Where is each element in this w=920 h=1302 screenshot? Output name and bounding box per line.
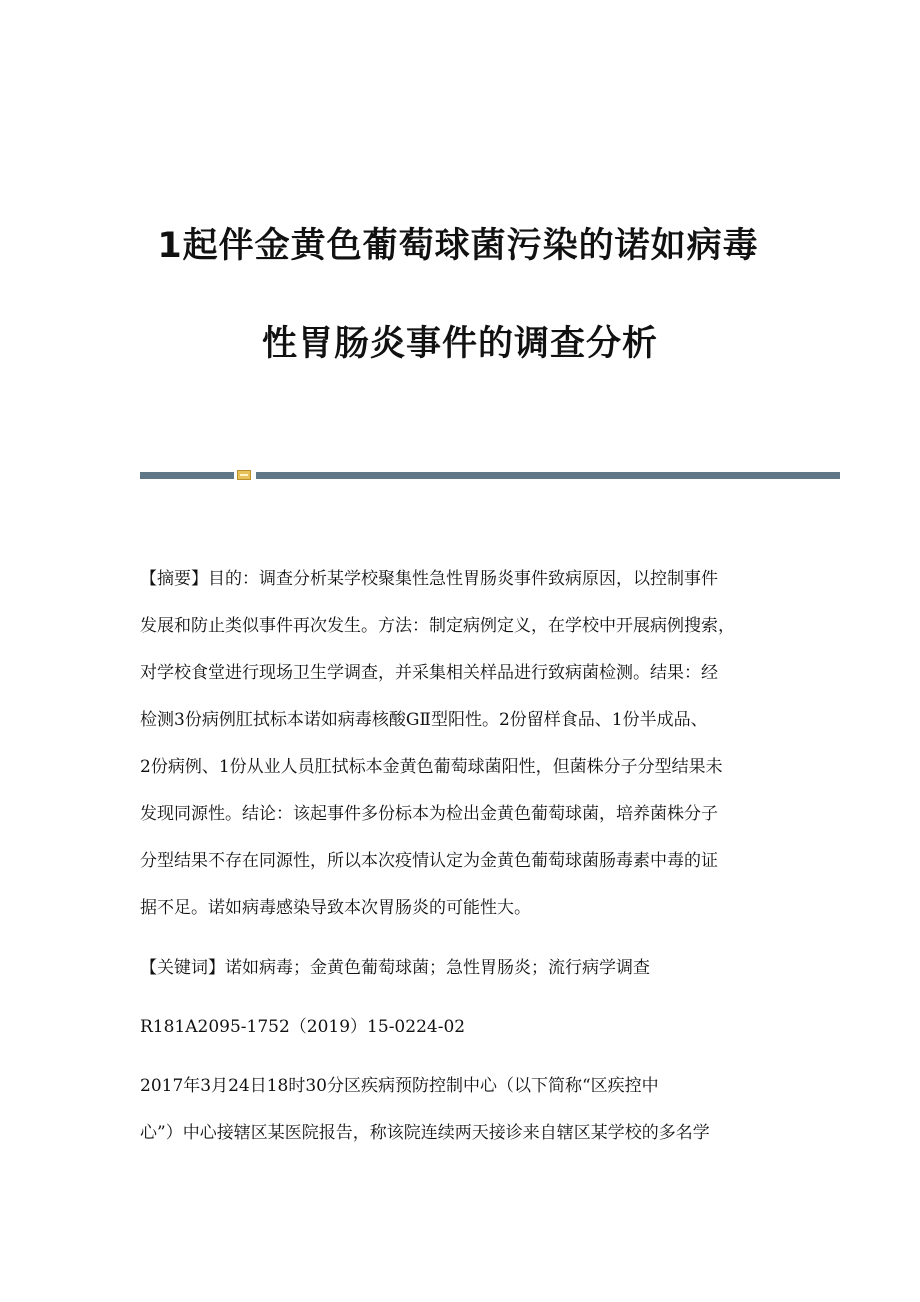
intro-line: 心”）中心接辖区某医院报告，称该院连续两天接诊来自辖区某学校的多名学 (140, 1123, 710, 1143)
document-title-line-1: 1起伴金黄色葡萄球菌污染的诺如病毒 (157, 226, 759, 266)
divider-bar-right (256, 472, 840, 479)
document-title-line-2: 性胃肠炎事件的调查分析 (261, 324, 658, 364)
intro-line: 2017年3月24日18时30分区疾病预防控制中心（以下简称“区疾控中 (140, 1076, 659, 1096)
classification-code: R181A2095-1752（2019）15-0224-02 (140, 1017, 466, 1037)
keywords-line: 【关键词】诺如病毒；金黄色葡萄球菌；急性胃肠炎；流行病学调查 (140, 958, 650, 978)
divider-bar-left (140, 472, 234, 479)
divider-emblem-icon (237, 470, 251, 480)
abstract-paragraph (140, 556, 780, 932)
title-divider (140, 470, 840, 479)
abstract-line: 分型结果不存在同源性，所以本次疫情认定为金黄色葡萄球菌肠毒素中毒的证 (140, 851, 718, 871)
abstract-line: 【摘要】目的：调查分析某学校聚集性急性胃肠炎事件致病原因，以控制事件 (140, 569, 718, 589)
abstract-line: 2份病例、1份从业人员肛拭标本金黄色葡萄球菌阳性，但菌株分子分型结果未 (140, 757, 723, 777)
abstract-line: 据不足。诺如病毒感染导致本次胃肠炎的可能性大。 (140, 898, 531, 918)
abstract-line: 发现同源性。结论：该起事件多份标本为检出金黄色葡萄球菌，培养菌株分子 (140, 804, 718, 824)
abstract-line: 发展和防止类似事件再次发生。方法：制定病例定义，在学校中开展病例搜索， (140, 616, 735, 636)
abstract-line: 对学校食堂进行现场卫生学调查，并采集相关样品进行致病菌检测。结果：经 (140, 663, 718, 683)
intro-paragraph (140, 1063, 780, 1157)
abstract-line: 检测3份病例肛拭标本诺如病毒核酸GⅡ型阳性。2份留样食品、1份半成品、 (140, 710, 708, 730)
